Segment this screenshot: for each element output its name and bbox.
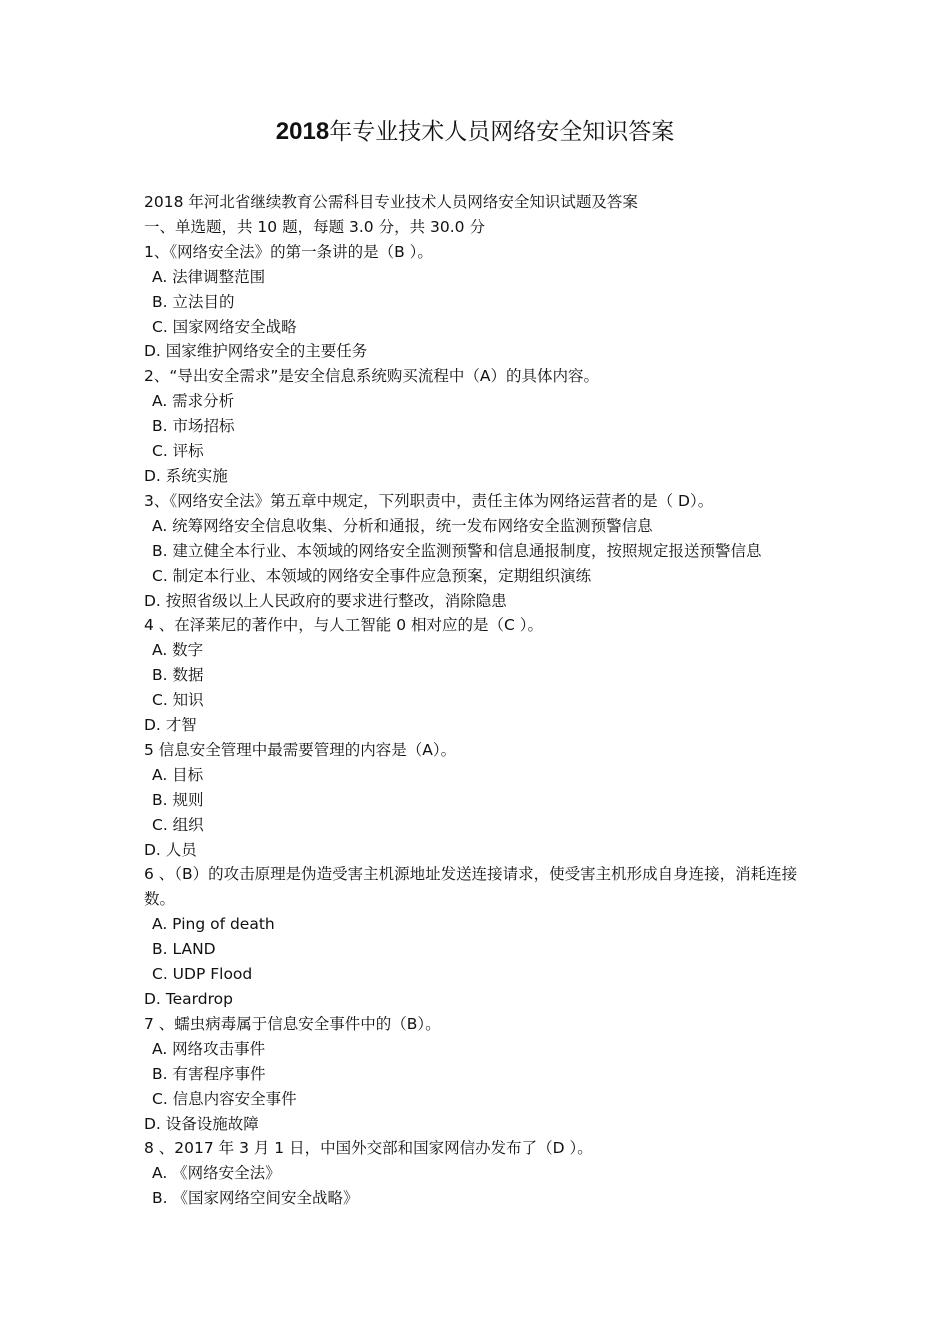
option-6d: D. Teardrop	[144, 990, 233, 1008]
title-year: 2018	[275, 118, 330, 145]
option-5b: B. 规则	[152, 790, 204, 809]
option-6c: C. UDP Flood	[152, 965, 253, 984]
option-1d: D. 国家维护网络安全的主要任务	[144, 342, 368, 361]
option-7d: D. 设备设施故障	[144, 1114, 259, 1133]
option-5a: A. 目标	[152, 765, 204, 784]
question-7: 7 、蠕虫病毒属于信息安全事件中的（B）。	[144, 1014, 441, 1033]
question-8: 8 、2017 年 3 月 1 日，中国外交部和国家网信办发布了（D ）。	[144, 1139, 593, 1158]
option-7a: A. 网络攻击事件	[152, 1039, 266, 1058]
page-title	[0, 115, 950, 149]
option-7c: C. 信息内容安全事件	[152, 1089, 297, 1108]
option-1c: C. 国家网络安全战略	[152, 317, 297, 336]
title-text: 年专业技术人员网络安全知识答案	[329, 119, 675, 145]
option-3a: A. 统筹网络安全信息收集、分析和通报，统一发布网络安全监测预警信息	[152, 516, 653, 535]
option-2b: B. 市场招标	[152, 417, 235, 436]
option-3b: B. 建立健全本行业、本领域的网络安全监测预警和信息通报制度，按照规定报送预警信息	[152, 541, 762, 560]
option-8b: B. 《国家网络空间安全战略》	[152, 1189, 359, 1208]
option-5c: C. 组织	[152, 815, 204, 834]
option-5d: D. 人员	[144, 840, 197, 859]
option-2c: C. 评标	[152, 442, 204, 461]
option-4d: D. 才智	[144, 716, 197, 735]
option-8a: A. 《网络安全法》	[152, 1164, 281, 1183]
option-4b: B. 数据	[152, 666, 204, 685]
question-1: 1、《网络安全法》的第一条讲的是（B ）。	[144, 242, 433, 261]
option-2a: A. 需求分析	[152, 392, 235, 411]
option-4a: A. 数字	[152, 641, 204, 660]
question-6: 6 、（B）的攻击原理是伪造受害主机源地址发送连接请求，使受害主机形成自身连接，消耗连接数。	[144, 865, 798, 909]
question-2: 2、“导出安全需求”是安全信息系统购买流程中（A）的具体内容。	[144, 367, 600, 386]
subtitle: 2018 年河北省继续教育公需科目专业技术人员网络安全知识试题及答案	[144, 193, 638, 211]
option-6b: B. LAND	[152, 940, 216, 959]
document-body	[144, 190, 814, 1211]
question-5: 5 信息安全管理中最需要管理的内容是（A）。	[144, 740, 457, 759]
option-2d: D. 系统实施	[144, 466, 228, 485]
option-6a: A. Ping of death	[152, 915, 275, 934]
question-3: 3、《网络安全法》第五章中规定，下列职责中，责任主体为网络运营者的是（ D）。	[144, 491, 714, 510]
option-7b: B. 有害程序事件	[152, 1064, 266, 1083]
question-4: 4 、在泽莱尼的著作中，与人工智能 0 相对应的是（C ）。	[144, 616, 544, 635]
option-4c: C. 知识	[152, 691, 204, 710]
option-1a: A. 法律调整范围	[152, 267, 266, 286]
option-1b: B. 立法目的	[152, 292, 235, 311]
option-3d: D. 按照省级以上人民政府的要求进行整改，消除隐患	[144, 591, 507, 610]
section-heading: 一、单选题，共 10 题，每题 3.0 分，共 30.0 分	[144, 217, 485, 236]
option-3c: C. 制定本行业、本领域的网络安全事件应急预案，定期组织演练	[152, 566, 592, 585]
